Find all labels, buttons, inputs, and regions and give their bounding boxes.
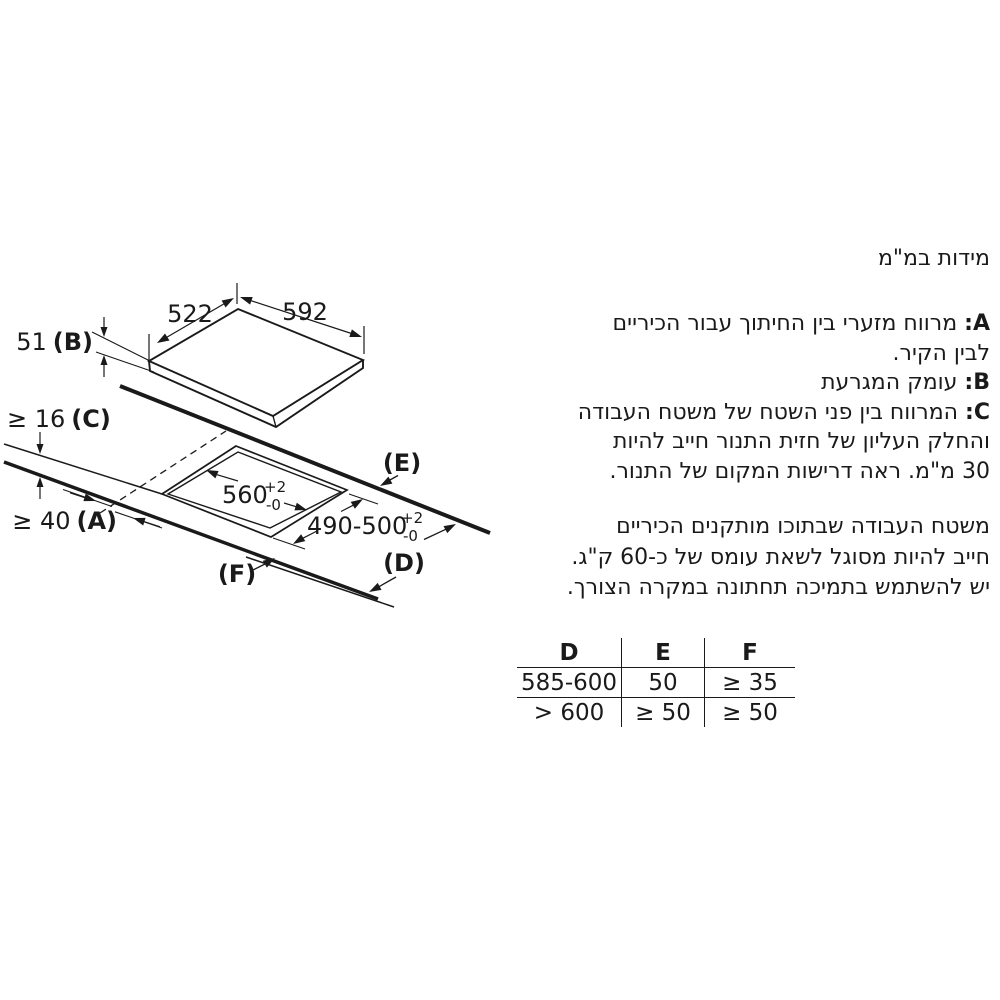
pointer-line-d-up bbox=[424, 529, 446, 539]
table-cell-d2: > 600 bbox=[533, 699, 605, 726]
arrowhead bbox=[380, 477, 392, 486]
dim-line-490-a bbox=[341, 505, 353, 511]
table-cell-f2: ≥ 50 bbox=[704, 698, 795, 727]
table-cell-e1: 50 bbox=[621, 668, 704, 698]
definition-a-line-1 bbox=[578, 309, 990, 339]
label-e: (E) bbox=[382, 449, 422, 477]
definition-c-line-1 bbox=[578, 398, 990, 428]
installation-diagram bbox=[0, 270, 540, 630]
ext-line-b-top bbox=[92, 332, 150, 361]
arrowhead bbox=[37, 477, 44, 487]
dim-label-560-tol-minus: -0 bbox=[266, 496, 281, 514]
load-note-paragraph bbox=[567, 512, 990, 604]
dim-label-560-tol-plus: +2 bbox=[264, 478, 287, 496]
arrowhead bbox=[349, 329, 362, 337]
dim-label-560: 560 bbox=[222, 481, 268, 509]
arrowhead bbox=[293, 534, 305, 544]
dim-label-490-500: 490-500 bbox=[307, 512, 408, 540]
label-f: (F) bbox=[217, 560, 257, 588]
arrowhead bbox=[240, 297, 253, 305]
dim-label-51-b: 51 (B) bbox=[16, 328, 93, 356]
dim-label-16-c: ≥ 16 (C) bbox=[7, 405, 111, 433]
dimension-table bbox=[517, 638, 795, 727]
table-cell-f1: ≥ 35 bbox=[704, 668, 795, 698]
dim-label-522: 522 bbox=[167, 300, 213, 328]
label-d: (D) bbox=[383, 549, 425, 577]
arrowhead bbox=[157, 334, 170, 344]
table-header-f: F bbox=[704, 638, 795, 668]
load-note-line-2: חייב להיות מסוגל לשאת עומס של כ-60 ק"ג. bbox=[571, 544, 990, 570]
arrowhead bbox=[351, 499, 363, 509]
load-note-line-1: משטח העבודה שבתוכו מותקנים הכיריים bbox=[616, 514, 990, 539]
page-title: מידות במ"מ bbox=[877, 246, 990, 271]
arrowhead bbox=[101, 327, 108, 337]
definition-b-line-1 bbox=[578, 368, 990, 398]
dim-line-a-2 bbox=[144, 522, 160, 527]
dim-line-a-1 bbox=[70, 493, 86, 498]
table-cell-d1: 585-600 bbox=[517, 668, 621, 698]
definition-c-line-3 bbox=[578, 457, 990, 487]
pointer-line-d-down bbox=[379, 577, 396, 587]
arrowhead bbox=[101, 355, 108, 365]
definition-a-text: מרווח מזערי בין החיתוך עבור הכיריים bbox=[612, 311, 958, 336]
definition-c-line-2 bbox=[578, 427, 990, 457]
definition-key-c: C: bbox=[965, 399, 990, 425]
table-cell-e2: ≥ 50 bbox=[621, 698, 704, 727]
definition-key-a: A: bbox=[964, 311, 990, 336]
load-note-line-3: יש להשתמש בתמיכה תחתונה במקרה הצורך. bbox=[566, 575, 990, 600]
dim-label-592: 592 bbox=[282, 298, 328, 326]
arrowhead bbox=[444, 524, 457, 533]
definition-a-text-cont: לבין הקיר. bbox=[892, 340, 990, 366]
table-header-e: E bbox=[621, 638, 704, 668]
arrowhead bbox=[37, 444, 44, 454]
arrowhead bbox=[369, 583, 382, 592]
arrowhead bbox=[222, 298, 234, 308]
arrowhead bbox=[133, 518, 146, 526]
definition-a-line-2 bbox=[578, 339, 990, 369]
dim-label-490-tol-minus: -0 bbox=[403, 527, 418, 545]
definition-b-text: עומק המגרעת bbox=[821, 370, 958, 395]
dim-label-490-tol-plus: +2 bbox=[401, 509, 424, 527]
dimension-definitions bbox=[578, 309, 990, 486]
definition-key-b: B: bbox=[964, 370, 990, 395]
dim-label-40-a: ≥ 40 (A) bbox=[12, 507, 117, 535]
definition-c-text: המרווח בין פני השטח של משטח העבודה bbox=[577, 399, 959, 425]
table-header-d: D bbox=[517, 638, 621, 668]
definition-c-text-cont2: 30 מ"מ. ראה דרישות המקום של התנור. bbox=[609, 458, 990, 484]
definition-c-text-cont: והחלק העליון של חזית התנור חייב להיות bbox=[612, 429, 990, 454]
